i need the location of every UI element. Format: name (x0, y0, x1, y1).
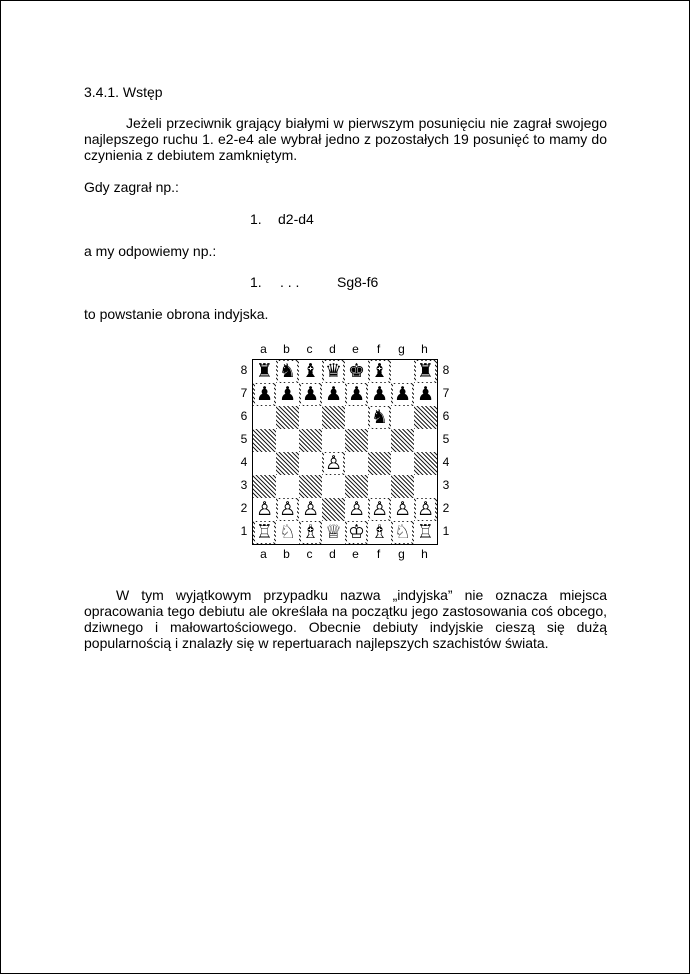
rank-labels-right (440, 359, 452, 543)
file-labels-bottom (252, 547, 436, 561)
board-square (414, 429, 437, 452)
board-square (276, 383, 299, 406)
board-square (322, 429, 345, 452)
board-square (391, 498, 414, 521)
file-label: d (329, 342, 336, 356)
chess-piece: ♟ (347, 383, 366, 405)
board-square (414, 406, 437, 429)
board-square (299, 521, 322, 544)
chess-piece: ♕ (324, 521, 343, 543)
board-square (276, 498, 299, 521)
white-move: d2-d4 (278, 211, 314, 227)
rank-label: 7 (442, 386, 450, 400)
move-number: 1. (250, 274, 262, 290)
board-square (276, 475, 299, 498)
paragraph-black-answer: a my odpowiemy np.: (84, 243, 217, 259)
chess-piece: ♙ (324, 452, 343, 474)
board-square (368, 452, 391, 475)
board-square (368, 521, 391, 544)
rank-label: 5 (240, 432, 248, 446)
chess-diagram (238, 340, 454, 566)
file-label: d (329, 547, 336, 561)
chess-piece: ♚ (347, 360, 366, 382)
file-label: b (283, 547, 290, 561)
chess-piece: ♙ (347, 498, 366, 520)
chess-piece: ♟ (278, 383, 297, 405)
rank-label: 5 (442, 432, 450, 446)
board-square (276, 429, 299, 452)
chess-piece: ♟ (255, 383, 274, 405)
file-label: f (376, 342, 381, 356)
board-square (391, 452, 414, 475)
board-square (368, 475, 391, 498)
board-square (368, 406, 391, 429)
board-square (322, 521, 345, 544)
board-square (299, 383, 322, 406)
chess-piece: ♖ (416, 521, 435, 543)
board-square (253, 406, 276, 429)
file-label: b (283, 342, 290, 356)
chess-piece: ♝ (370, 360, 389, 382)
chess-piece: ♙ (278, 498, 297, 520)
chess-piece: ♞ (370, 406, 389, 428)
board-square (253, 475, 276, 498)
rank-labels-left (238, 359, 250, 543)
rank-label: 8 (442, 363, 450, 377)
file-label: c (306, 547, 313, 561)
board-square (368, 429, 391, 452)
board-square (276, 406, 299, 429)
chess-piece: ♟ (324, 383, 343, 405)
board-square (276, 521, 299, 544)
rank-label: 1 (240, 524, 248, 538)
chess-piece: ♝ (301, 360, 320, 382)
chess-piece: ♟ (416, 383, 435, 405)
board-square (391, 383, 414, 406)
board-square (414, 475, 437, 498)
board-square (414, 521, 437, 544)
file-labels-top (252, 342, 436, 356)
chess-piece: ♙ (301, 498, 320, 520)
paragraph-name-explanation: W tym wyjątkowym przypadku nazwa „indyjska” nie oznacza miejsca opracowania tego debiutu ale określała na początku jego zastosowania coś obcego, dziwnego i małowartościowego. Obecnie debiuty indyjskie cieszą się dużą popularnością i znalazły się w repertuarach najlepszych szachistów świata. (84, 587, 607, 651)
paragraph-result: to powstanie obrona indyjska. (84, 306, 269, 322)
rank-label: 6 (442, 409, 450, 423)
chess-piece: ♜ (416, 360, 435, 382)
board-square (345, 429, 368, 452)
board-square (276, 360, 299, 383)
board-square (414, 360, 437, 383)
chess-piece: ♔ (347, 521, 366, 543)
chess-piece: ♖ (255, 521, 274, 543)
board-square (345, 475, 368, 498)
board-square (322, 498, 345, 521)
board-square (391, 360, 414, 383)
file-label: a (260, 342, 267, 356)
chess-piece: ♙ (255, 498, 274, 520)
rank-label: 2 (240, 501, 248, 515)
chess-board (252, 359, 438, 545)
board-square (345, 498, 368, 521)
board-square (253, 452, 276, 475)
board-square (299, 360, 322, 383)
board-square (253, 429, 276, 452)
rank-label: 2 (442, 501, 450, 515)
board-square (391, 521, 414, 544)
board-square (253, 383, 276, 406)
board-square (253, 521, 276, 544)
board-square (345, 406, 368, 429)
board-square (299, 475, 322, 498)
rank-label: 3 (442, 478, 450, 492)
board-square (276, 452, 299, 475)
board-square (322, 383, 345, 406)
rank-label: 6 (240, 409, 248, 423)
board-square (322, 406, 345, 429)
board-square (391, 406, 414, 429)
board-square (299, 498, 322, 521)
board-square (322, 360, 345, 383)
rank-label: 8 (240, 363, 248, 377)
board-square (414, 452, 437, 475)
board-square (299, 406, 322, 429)
board-square (345, 360, 368, 383)
board-square (391, 429, 414, 452)
file-label: h (421, 342, 428, 356)
black-move: Sg8-f6 (337, 274, 379, 290)
move-ellipsis: . . . (280, 274, 300, 290)
board-square (345, 521, 368, 544)
board-square (368, 383, 391, 406)
file-label: e (352, 547, 359, 561)
board-square (253, 360, 276, 383)
board-square (253, 498, 276, 521)
file-label: h (421, 547, 428, 561)
chess-piece: ♟ (370, 383, 389, 405)
chess-piece: ♟ (301, 383, 320, 405)
board-square (322, 475, 345, 498)
file-label: g (398, 342, 405, 356)
chess-piece: ♞ (278, 360, 297, 382)
chess-piece: ♙ (370, 498, 389, 520)
rank-label: 3 (240, 478, 248, 492)
board-square (414, 498, 437, 521)
board-square (368, 360, 391, 383)
chess-piece: ♗ (301, 521, 320, 543)
paragraph-white-played: Gdy zagrał np.: (84, 179, 179, 195)
board-square (414, 383, 437, 406)
chess-piece: ♟ (393, 383, 412, 405)
file-label: e (352, 342, 359, 356)
board-square (299, 429, 322, 452)
chess-piece: ♜ (255, 360, 274, 382)
chess-piece: ♙ (416, 498, 435, 520)
board-square (345, 452, 368, 475)
file-label: a (260, 547, 267, 561)
chess-piece: ♘ (278, 521, 297, 543)
board-square (368, 498, 391, 521)
rank-label: 4 (442, 455, 450, 469)
section-heading: 3.4.1. Wstęp (84, 84, 163, 100)
file-label: g (398, 547, 405, 561)
rank-label: 7 (240, 386, 248, 400)
board-square (391, 475, 414, 498)
chess-piece: ♙ (393, 498, 412, 520)
chess-piece: ♗ (370, 521, 389, 543)
file-label: c (306, 342, 313, 356)
rank-label: 4 (240, 455, 248, 469)
paragraph-intro: Jeżeli przeciwnik grający białymi w pierwszym posunięciu nie zagrał swojego najlepszego ruchu 1. e2-e4 ale wybrał jedno z pozostałych 19 posunięć to mamy do czynienia z debiutem zamkniętym. (84, 115, 607, 163)
board-square (345, 383, 368, 406)
move-number: 1. (250, 211, 262, 227)
chess-piece: ♘ (393, 521, 412, 543)
chess-piece: ♛ (324, 360, 343, 382)
file-label: f (376, 547, 381, 561)
board-square (299, 452, 322, 475)
rank-label: 1 (442, 524, 450, 538)
board-square (322, 452, 345, 475)
